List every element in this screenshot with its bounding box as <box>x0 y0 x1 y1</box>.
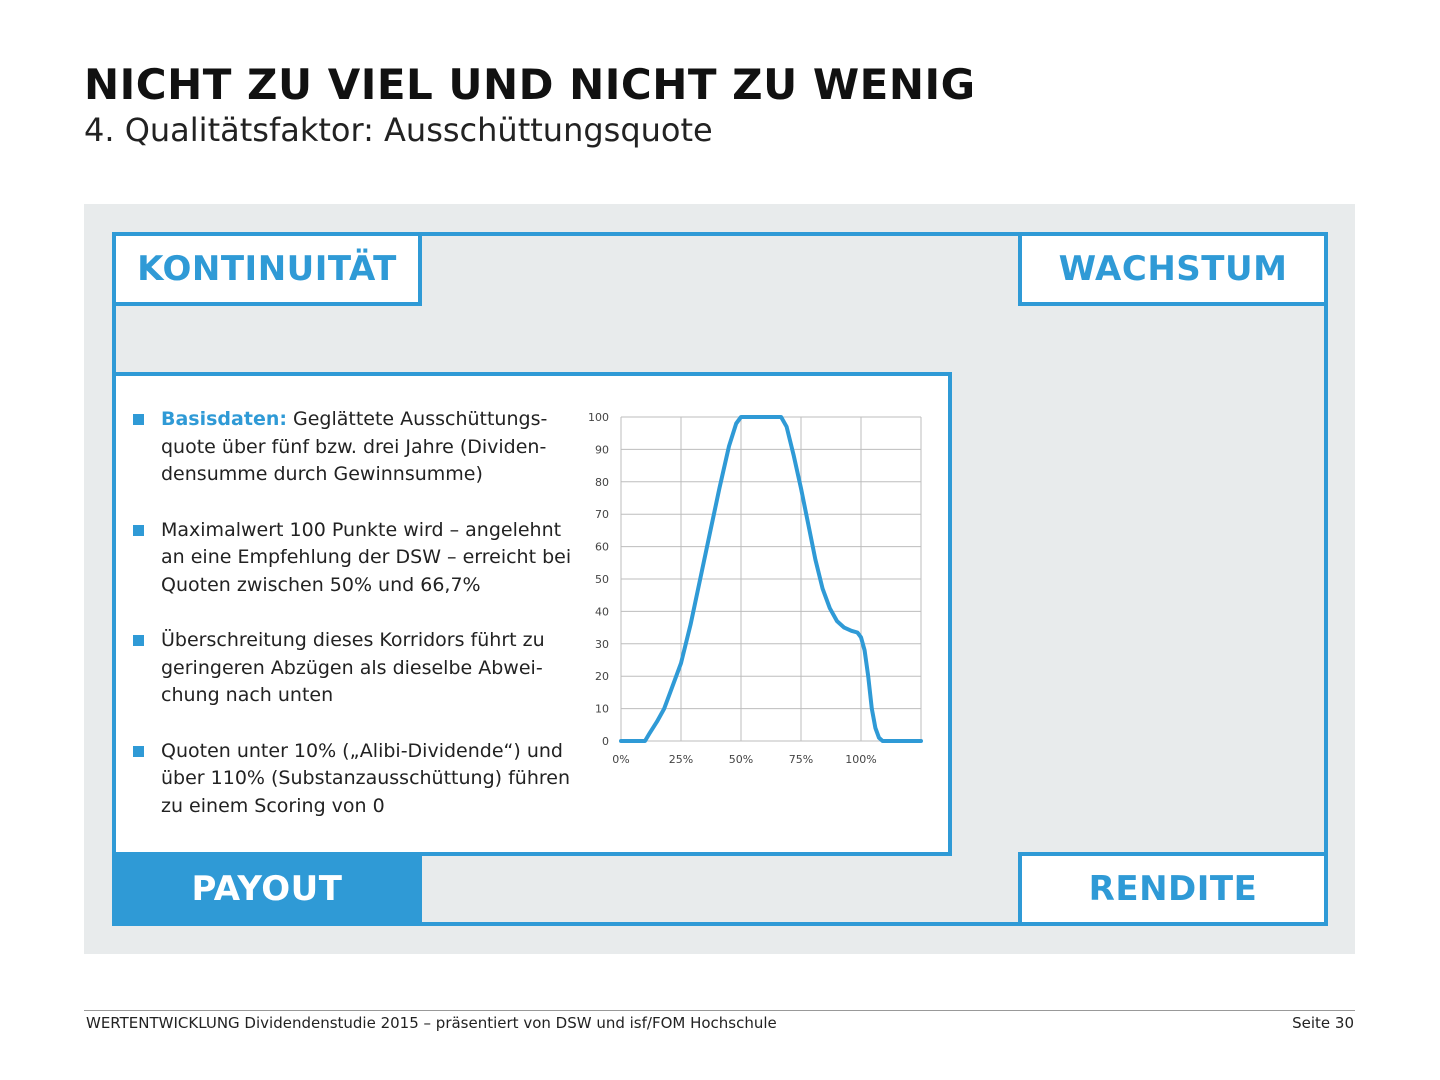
bullet-item <box>133 517 573 600</box>
bullet-list <box>133 406 573 848</box>
bullet-square-icon <box>133 746 144 757</box>
page-number: Seite 30 <box>1292 1014 1354 1032</box>
page-subtitle: 4. Qualitätsfaktor: Ausschüttungsquote <box>84 111 713 149</box>
y-tick-label: 90 <box>595 443 609 457</box>
y-tick-label: 0 <box>602 735 609 748</box>
x-tick-label: 75% <box>788 753 814 766</box>
y-tick-label: 20 <box>595 670 609 684</box>
box-rendite[interactable]: RENDITE <box>1018 852 1328 926</box>
y-tick-label: 40 <box>595 605 609 619</box>
x-tick-label: 50% <box>728 753 754 766</box>
payout-score-chart <box>580 400 935 780</box>
box-wachstum[interactable]: WACHSTUM <box>1018 232 1328 306</box>
page-title: NICHT ZU VIEL UND NICHT ZU WENIG <box>84 60 976 109</box>
y-tick-label: 60 <box>595 540 609 554</box>
footer-divider <box>84 1010 1355 1011</box>
bullet-square-icon <box>133 635 144 646</box>
bullet-highlight: Basisdaten: <box>161 408 287 430</box>
bullet-text: Quoten unter 10% („Alibi-Dividende“) und über 110% (Substanzausschüttung) führen zu einem Scoring von 0 <box>161 739 570 817</box>
y-tick-label: 100 <box>588 411 609 424</box>
x-tick-label: 25% <box>668 753 694 766</box>
bullet-item <box>133 627 573 710</box>
x-tick-label: 0% <box>612 753 630 766</box>
box-kontinuitaet[interactable]: KONTINUITÄT <box>112 232 422 306</box>
bullet-text: Maximalwert 100 Punkte wird – angelehnt an eine Empfehlung der DSW – erreicht bei Quoten zwischen 50% und 66,7% <box>161 518 572 596</box>
bullet-text: Überschreitung dieses Korridors führt zu geringeren Abzügen als dieselbe Abwei-chung nach unten <box>161 629 545 706</box>
x-tick-label: 100% <box>845 753 877 766</box>
bullet-item <box>133 406 573 489</box>
y-tick-label: 70 <box>595 508 609 522</box>
y-tick-label: 30 <box>595 637 609 651</box>
bullet-text: Geglättete Ausschüttungs-quote über fünf bzw. drei Jahre (Dividen-densumme durch Gewinnsumme) <box>161 408 548 485</box>
footer-text: WERTENTWICKLUNG Dividendenstudie 2015 – präsentiert von DSW und isf/FOM Hochschule <box>86 1014 777 1032</box>
bullet-item <box>133 738 573 821</box>
box-payout[interactable]: PAYOUT <box>112 852 422 926</box>
y-tick-label: 10 <box>595 702 609 716</box>
y-tick-label: 50 <box>595 573 609 586</box>
bullet-square-icon <box>133 525 144 536</box>
y-tick-label: 80 <box>595 475 609 489</box>
bullet-square-icon <box>133 414 144 425</box>
